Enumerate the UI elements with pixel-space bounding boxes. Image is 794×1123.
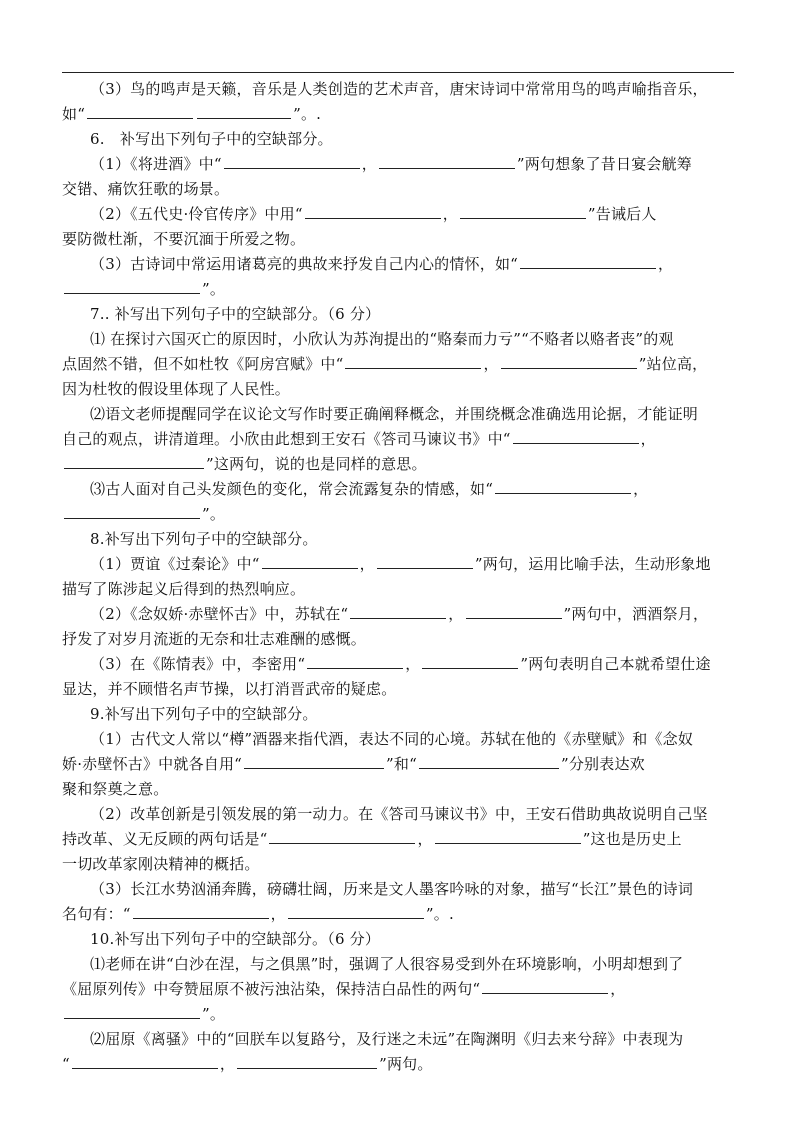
- text-line: ”。: [62, 1004, 734, 1024]
- text-line: （1）古代文人常以“樽”酒器来指代酒，表达不同的心境。苏轼在他的《赤壁赋》和《念奴: [90, 730, 694, 748]
- answer-blank[interactable]: [460, 204, 586, 219]
- answer-blank[interactable]: [269, 829, 415, 844]
- answer-blank[interactable]: [435, 829, 581, 844]
- answer-blank[interactable]: [87, 104, 193, 119]
- answer-blank[interactable]: [262, 554, 358, 569]
- answer-blank[interactable]: [224, 154, 360, 169]
- text-line: （3）在《陈情表》中，李密用“ ， ”两句表明自己本就希望仕途: [90, 655, 711, 673]
- answer-blank[interactable]: [520, 254, 656, 269]
- text-line: （3）古诗词中常运用诸葛亮的典故来抒发自己内心的情怀，如“ ，: [90, 255, 674, 273]
- answer-blank[interactable]: [305, 204, 441, 219]
- text-line: ”。: [62, 279, 734, 299]
- text-line: ⑶古人面对自己头发颜色的变化，常会流露复杂的情感，如“ ，: [90, 480, 649, 498]
- text-line: 交错、痛饮狂歌的场景。: [62, 180, 230, 198]
- text-line: 显达，并不顾惜名声节操，以打消晋武帝的疑虑。: [62, 680, 397, 698]
- text-line: “ ， ”两句。: [62, 1055, 433, 1073]
- text-line: 抒发了对岁月流逝的无奈和壮志难酬的感慨。: [62, 630, 367, 648]
- answer-blank[interactable]: [64, 279, 200, 294]
- answer-blank[interactable]: [482, 979, 608, 994]
- text-line: ”这两句，说的也是同样的意思。: [62, 454, 734, 474]
- text-line: 持改革、义无反顾的两句话是“ ， ”这也是历史上: [62, 830, 682, 848]
- answer-blank[interactable]: [501, 354, 637, 369]
- answer-blank[interactable]: [307, 654, 403, 669]
- text-line: 如“ ”。.: [62, 105, 322, 123]
- answer-blank[interactable]: [377, 554, 473, 569]
- question-heading: 10.补写出下列句子中的空缺部分。（6 分）: [90, 930, 381, 948]
- text-line: ”。: [62, 504, 734, 524]
- answer-blank[interactable]: [197, 104, 291, 119]
- answer-blank[interactable]: [513, 429, 639, 444]
- answer-blank[interactable]: [64, 1004, 200, 1019]
- text-line: （1）贾谊《过秦论》中“ ， ”两句，运用比喻手法，生动形象地: [90, 555, 711, 573]
- answer-blank[interactable]: [64, 504, 200, 519]
- text-line: 描写了陈涉起义后得到的热烈响应。: [62, 580, 306, 598]
- text-line: （2）改革创新是引领发展的第一动力。在《答司马谏议书》中，王安石借助典故说明自己坚: [90, 805, 708, 823]
- text-line: 点固然不错，但不如杜牧《阿房宫赋》中“ ， ”站位高，: [62, 355, 708, 373]
- text-line: 要防微杜渐，不要沉湎于所爱之物。: [62, 230, 306, 248]
- answer-blank[interactable]: [288, 904, 424, 919]
- answer-blank[interactable]: [237, 1054, 377, 1069]
- text-line: ⑴老师在讲“白沙在涅，与之俱黑”时，强调了人很容易受到外在环境影响，小明却想到了: [90, 955, 684, 973]
- answer-blank[interactable]: [419, 754, 559, 769]
- text-line: 因为杜牧的假设里体现了人民性。: [62, 380, 291, 398]
- answer-blank[interactable]: [133, 904, 269, 919]
- answer-blank[interactable]: [466, 604, 562, 619]
- answer-blank[interactable]: [64, 454, 204, 469]
- answer-blank[interactable]: [345, 354, 481, 369]
- text-line: （2）《五代史·伶官传序》中用“ ， ”告诫后人: [90, 205, 657, 223]
- question-heading: 7.. 补写出下列句子中的空缺部分。（6 分）: [90, 305, 381, 323]
- text-line: （1）《将进酒》中“ ， ”两句想象了昔日宴会觥筹: [90, 155, 692, 173]
- question-heading: 8.补写出下列句子中的空缺部分。: [90, 530, 318, 548]
- text-line: 聚和祭奠之意。: [62, 780, 169, 798]
- text-line: ⑵屈原《离骚》中的“回朕车以复路兮，及行迷之未远”在陶渊明《归去来兮辞》中表现为: [90, 1030, 684, 1048]
- text-line: ⑴ 在探讨六国灭亡的原因时，小欣认为苏洵提出的“赂秦而力亏”“不赂者以赂者丧”的观: [90, 330, 674, 348]
- header-rule: [62, 72, 734, 73]
- text-line: 《屈原列传》中夸赞屈原不被污浊沾染，保持洁白品性的两句“ ，: [62, 980, 626, 998]
- answer-blank[interactable]: [350, 604, 446, 619]
- text-line: （3）鸟的鸣声是天籁，音乐是人类创造的艺术声音，唐宋诗词中常常用鸟的鸣声喻指音乐，: [90, 80, 708, 98]
- text-line: 娇·赤壁怀古》中就各自用“ ”和“ ”分别表达欢: [62, 755, 645, 773]
- answer-blank[interactable]: [422, 654, 518, 669]
- question-heading: 9.补写出下列句子中的空缺部分。: [90, 705, 318, 723]
- text-line: （2）《念奴娇·赤壁怀古》中，苏轼在“ ， ”两句中，洒酒祭月，: [90, 605, 709, 623]
- question-heading: 6. 补写出下列句子中的空缺部分。: [90, 130, 333, 148]
- text-line: 名句有：“ ， ”。.: [62, 905, 454, 923]
- answer-blank[interactable]: [244, 754, 384, 769]
- text-line: 一切改革家刚决精神的概括。: [62, 855, 260, 873]
- answer-blank[interactable]: [495, 479, 631, 494]
- text-line: ⑵语文老师提醒同学在议论文写作时要正确阐释概念，并围绕概念准确选用论据，才能证明: [90, 405, 699, 423]
- text-line: 自己的观点，讲清道理。小欣由此想到王安石《答司马谏议书》中“ ，: [62, 430, 656, 448]
- answer-blank[interactable]: [72, 1054, 218, 1069]
- text-line: （3）长江水势汹涌奔腾，磅礴壮阔，历来是文人墨客吟咏的对象，描写“长江”景色的诗词: [90, 880, 694, 898]
- answer-blank[interactable]: [379, 154, 515, 169]
